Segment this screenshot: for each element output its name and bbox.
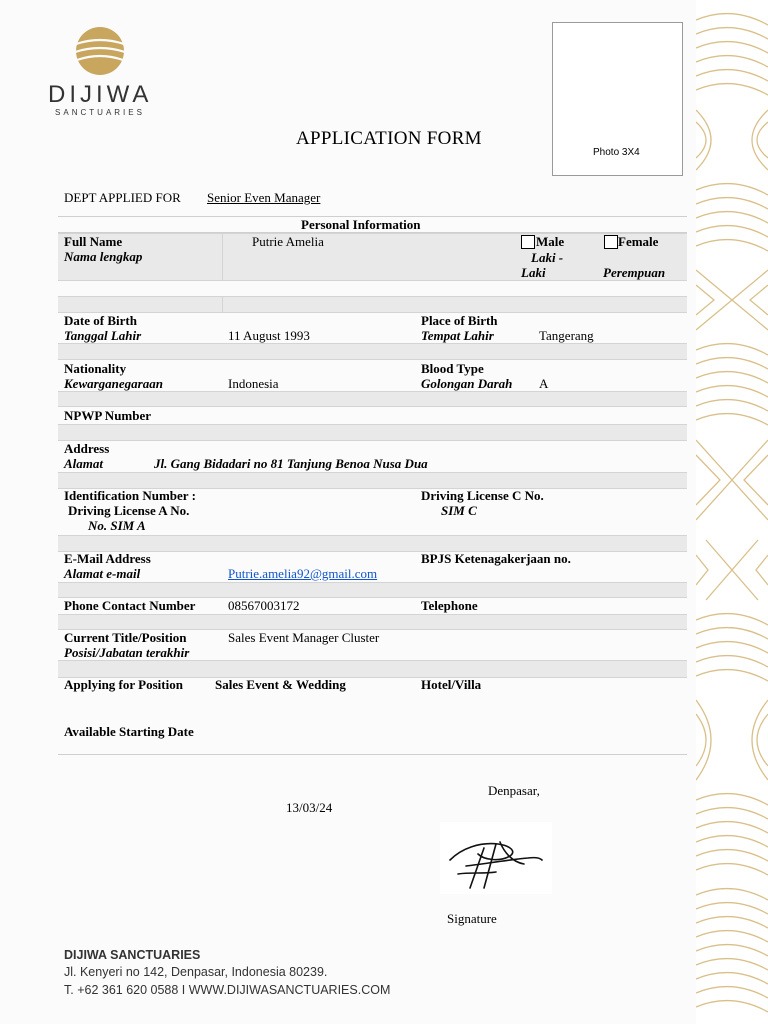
- license-c-label-id: SIM C: [441, 503, 477, 518]
- full-name-label: Full Name: [64, 234, 123, 249]
- male-label-id-2: Laki: [521, 265, 546, 280]
- id-number-label: Identification Number :: [64, 488, 196, 503]
- email-link[interactable]: Putrie.amelia92@gmail.com: [228, 566, 378, 581]
- current-title-label-id: Posisi/Jabatan terakhir: [64, 645, 190, 660]
- blood-value: A: [539, 376, 549, 391]
- company-tagline: SANCTUARIES: [55, 108, 145, 117]
- nationality-label: Nationality: [64, 361, 127, 376]
- company-logo: [48, 26, 152, 118]
- divider: [222, 296, 223, 312]
- phone-label: Phone Contact Number: [64, 598, 196, 613]
- place-text: Denpasar,: [488, 783, 540, 798]
- pob-label-id: Tempat Lahir: [421, 328, 494, 343]
- phone-value: 08567003172: [228, 598, 300, 613]
- row-band: [58, 535, 687, 552]
- row-band: [58, 296, 687, 313]
- dob-label-id: Tanggal Lahir: [64, 328, 142, 343]
- bpjs-label: BPJS Ketenagakerjaan no.: [421, 551, 571, 566]
- pob-label: Place of Birth: [421, 313, 498, 328]
- row-band: [58, 343, 687, 360]
- male-label: Male: [536, 234, 565, 249]
- applying-value: Sales Event & Wedding: [215, 677, 346, 692]
- signature-image: [440, 822, 552, 894]
- date-text: 13/03/24: [286, 800, 333, 815]
- dob-value: 11 August 1993: [228, 328, 310, 343]
- full-name-band: [58, 233, 687, 281]
- license-a-label-id: No. SIM A: [88, 518, 146, 533]
- full-name-value: Putrie Amelia: [252, 234, 324, 249]
- female-label: Female: [618, 234, 659, 249]
- row-band: [58, 660, 687, 678]
- hotel-label: Hotel/Villa: [421, 677, 482, 692]
- address-label: Address: [64, 441, 110, 456]
- row-band: [58, 582, 687, 598]
- pob-value: Tangerang: [539, 328, 594, 343]
- decorative-pattern: [696, 0, 768, 1024]
- license-a-label: Driving License A No.: [68, 503, 190, 518]
- address-label-id: Alamat: [64, 456, 104, 471]
- female-label-id: Perempuan: [603, 265, 666, 280]
- footer-company: DIJIWA SANCTUARIES: [64, 948, 201, 962]
- dept-label: DEPT APPLIED FOR: [64, 190, 181, 205]
- male-label-id: Laki -: [531, 250, 564, 265]
- row-band: [58, 614, 687, 630]
- current-title-value: Sales Event Manager Cluster: [228, 630, 380, 645]
- applying-label: Applying for Position: [64, 677, 183, 692]
- blood-label: Blood Type: [421, 361, 484, 376]
- row-band: [58, 424, 687, 441]
- photo-box: [552, 22, 683, 176]
- email-label: E-Mail Address: [64, 551, 151, 566]
- full-name-label-id: Nama lengkap: [64, 249, 143, 264]
- telephone-label: Telephone: [421, 598, 478, 613]
- male-checkbox[interactable]: [521, 235, 535, 249]
- nationality-value: Indonesia: [228, 376, 279, 391]
- nationality-label-id: Kewarganegaraan: [64, 376, 163, 391]
- dob-label: Date of Birth: [64, 313, 137, 328]
- divider: [222, 233, 223, 281]
- section-title: Personal Information: [301, 217, 421, 232]
- signature-label: Signature: [447, 911, 497, 926]
- logo-mark-icon: [73, 26, 127, 76]
- footer-contact: T. +62 361 620 0588 I WWW.DIJIWASANCTUARIES.COM: [64, 983, 391, 997]
- photo-label: Photo 3X4: [593, 147, 640, 158]
- female-checkbox[interactable]: [604, 235, 618, 249]
- start-date-label: Available Starting Date: [64, 724, 194, 739]
- address-value: Jl. Gang Bidadari no 81 Tanjung Benoa Nusa Dua: [154, 456, 428, 471]
- license-c-label: Driving License C No.: [421, 488, 544, 503]
- page-title: APPLICATION FORM: [296, 128, 482, 149]
- company-name: DIJIWA: [48, 81, 153, 108]
- footer-address: Jl. Kenyeri no 142, Denpasar, Indonesia 80239.: [64, 965, 328, 979]
- current-title-label: Current Title/Position: [64, 630, 187, 645]
- email-label-id: Alamat e-mail: [64, 566, 141, 581]
- blood-label-id: Golongan Darah: [421, 376, 513, 391]
- divider: [58, 754, 687, 755]
- row-band: [58, 472, 687, 489]
- dept-value: Senior Even Manager: [207, 190, 321, 205]
- npwp-label: NPWP Number: [64, 408, 152, 423]
- row-band: [58, 391, 687, 407]
